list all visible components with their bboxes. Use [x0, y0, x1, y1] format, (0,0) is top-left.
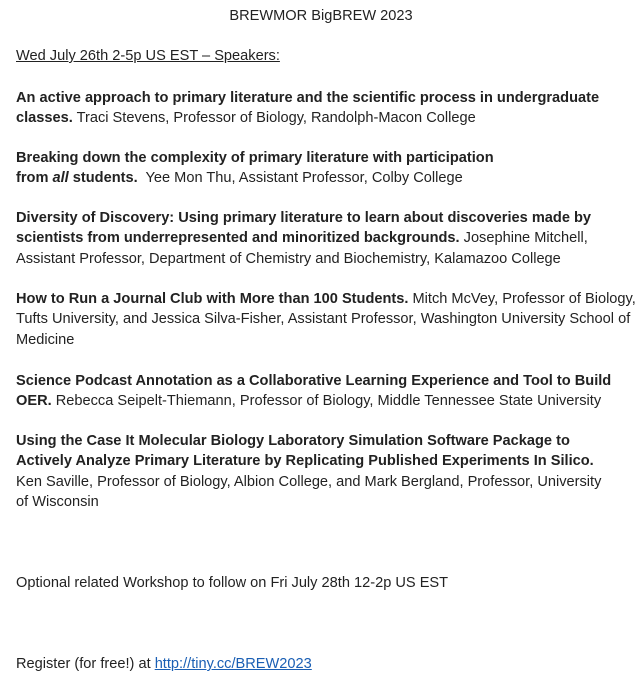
talk-speakers: Traci Stevens, Professor of Biology, Randolph-Macon College	[76, 110, 476, 127]
talk-item	[16, 208, 638, 269]
talk-item	[16, 148, 526, 189]
workshop-note: Optional related Workshop to follow on Fri July 28th 12-2p US EST	[16, 575, 449, 591]
date-line: Wed July 26th 2-5p US EST – Speakers:	[16, 48, 280, 64]
page-title: BREWMOR BigBREW 2023	[229, 8, 413, 24]
talk-title: How to Run a Journal Club with More than 100 Students.	[16, 291, 409, 307]
emphasis: all	[52, 170, 69, 187]
register-prefix: Register (for free!) at	[16, 656, 155, 672]
talk-speakers: Mitch McVey, Professor of Biology, Tufts University, and Jessica Silva-Fisher, Assistant Professor, Washington University School of Medicine	[16, 291, 636, 348]
talk-item	[16, 289, 638, 350]
talk-speakers: Ken Saville, Professor of Biology, Albion College, and Mark Bergland, Professor, University of Wisconsin	[16, 473, 602, 510]
talk-item	[16, 88, 638, 129]
talk-speakers: Josephine Mitchell, Assistant Professor, Department of Chemistry and Biochemistry, Kalamazoo College	[16, 230, 588, 267]
talk-title: Breaking down the complexity of primary literature with participation from all students.	[16, 150, 494, 187]
register-line	[16, 654, 312, 674]
talk-title: Diversity of Discovery: Using primary literature to learn about discoveries made by scientists from underrepresented and minoritized backgrounds.	[16, 210, 592, 247]
talk-title: Using the Case It Molecular Biology Laboratory Simulation Software Package to Actively Analyze Primary Literature by Replicating Published Experiments In Silico.	[16, 433, 594, 470]
talk-speakers: Yee Mon Thu, Assistant Professor, Colby College	[145, 170, 463, 187]
talk-title: Science Podcast Annotation as a Collaborative Learning Experience and Tool to Build OER.	[16, 373, 612, 410]
talk-speakers: Rebecca Seipelt-Thiemann, Professor of Biology, Middle Tennessee State University	[55, 393, 602, 410]
talk-title: An active approach to primary literature and the scientific process in undergraduate classes.	[16, 90, 600, 127]
register-link[interactable]: http://tiny.cc/BREW2023	[154, 656, 312, 672]
talk-item	[16, 431, 616, 512]
talk-item	[16, 371, 638, 412]
